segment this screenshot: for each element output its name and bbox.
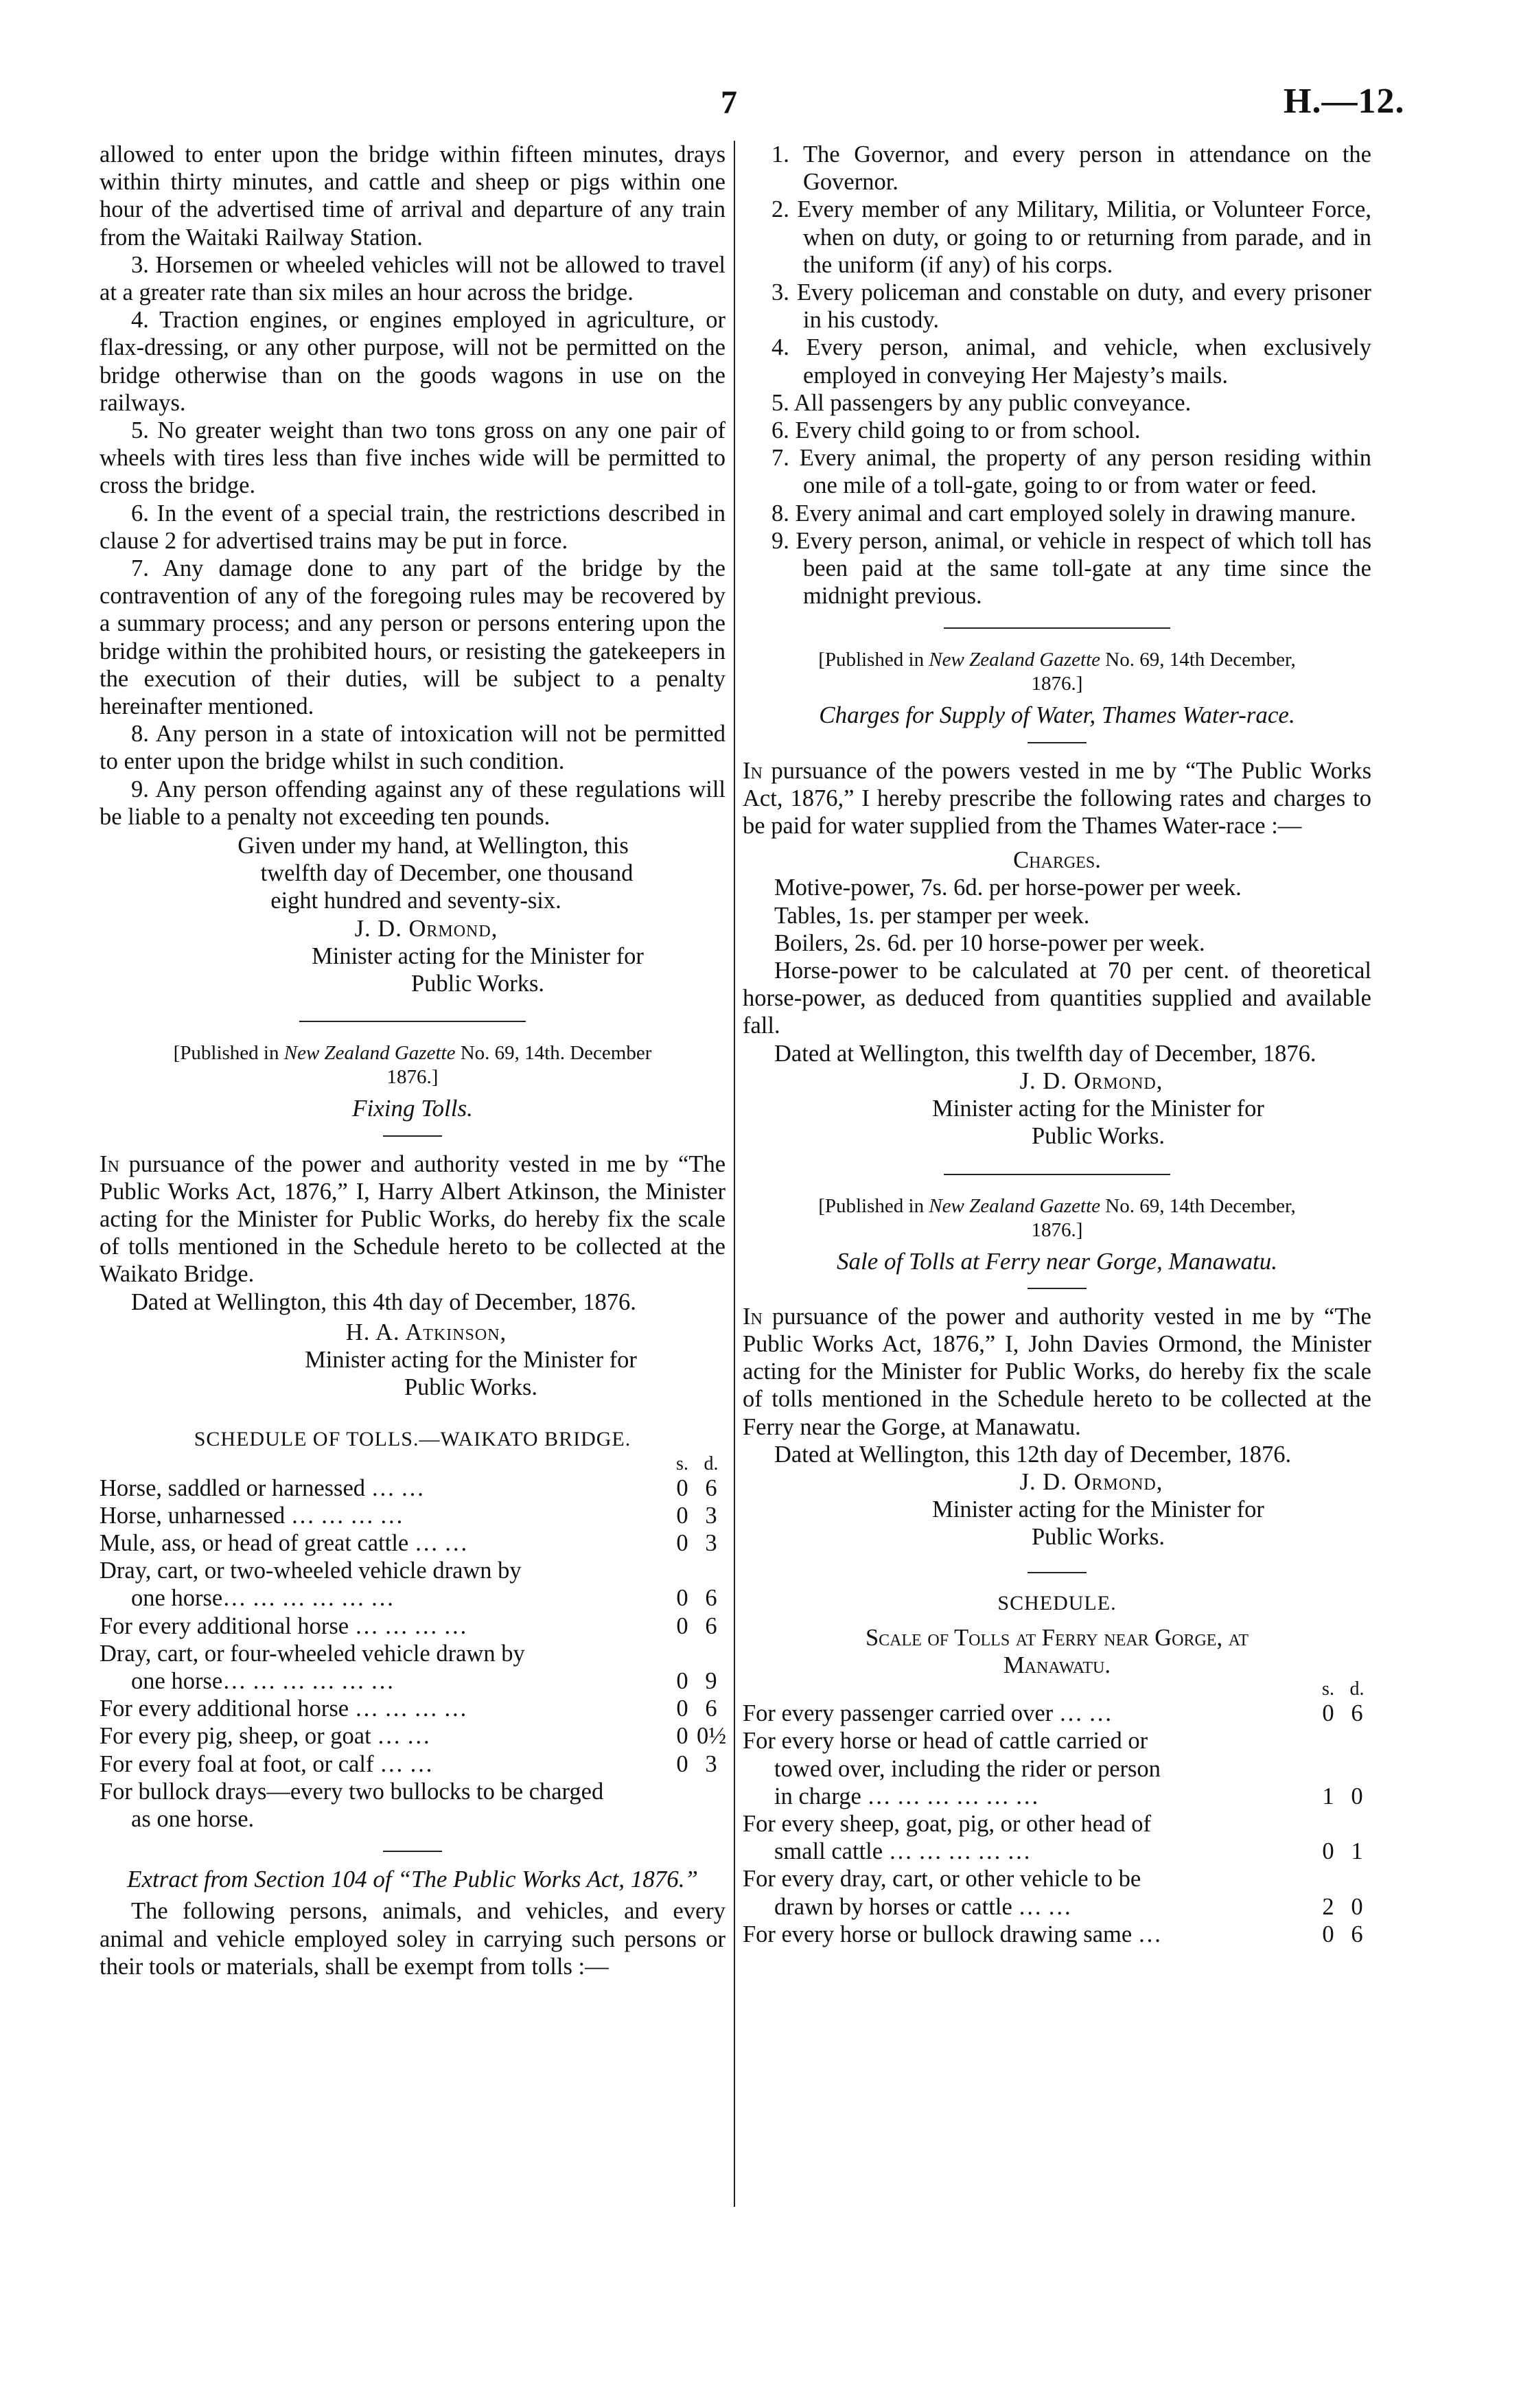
bullock-note: For bullock drays—every two bullocks to be charged <box>100 1778 604 1805</box>
page-reference: H.—12. <box>1284 82 1405 121</box>
charge-tables: Tables, 1s. per stamper per week. <box>774 902 1090 929</box>
extract-body: The following persons, animals, and vehicles, and every animal and vehicle employed soley in carrying such persons or their tools or materials, shall be exempt from tolls :— <box>100 1898 726 1980</box>
right-column <box>743 141 1371 1948</box>
schedule-title-waikato: SCHEDULE OF TOLLS.—WAIKATO BRIDGE. <box>194 1428 631 1451</box>
table-row: For every additional horse … … … … 0 6 <box>100 1612 717 1639</box>
signature-block-4: J. D. Ormond, Minister acting for the Minister for Public Works. <box>743 1468 1371 1551</box>
signature-block-2: H. A. Atkinson, Minister acting for the Minister for Public Works. <box>100 1319 726 1402</box>
charge-motive-power: Motive-power, 7s. 6d. per horse-power per week. <box>774 875 1242 901</box>
table-row: towed over, including the rider or person <box>774 1755 1161 1782</box>
heading-rule <box>383 1135 442 1137</box>
paragraph-continued: allowed to enter upon the bridge within fifteen minutes, drays within thirty minutes, and cattle and sheep or pigs within one hour of the advertised time of arrival and departure of any train from the Waitaki Railway Station. <box>100 141 726 251</box>
section-rule <box>944 627 1170 629</box>
heading-rule <box>1028 742 1087 743</box>
section-rule-short <box>1028 1572 1087 1573</box>
section-rule <box>299 1021 526 1022</box>
table-row: For every pig, sheep, or goat … … 0 0½ <box>100 1723 727 1750</box>
exempt-list <box>743 141 1371 610</box>
table-row: one horse… … … … … … 0 6 <box>131 1585 717 1612</box>
signature-block-3: J. D. Ormond, Minister acting for the Minister for Public Works. <box>743 1067 1371 1150</box>
page-number: 7 <box>721 84 737 121</box>
table-row: drawn by horses or cattle … … 2 0 <box>774 1893 1363 1920</box>
publication-note-3: [Published in New Zealand Gazette No. 69, 14th December, 1876.] <box>818 649 1296 695</box>
signatory-name: H. A. Atkinson, <box>345 1319 507 1345</box>
water-dated: Dated at Wellington, this twelfth day of December, 1876. <box>774 1040 1316 1067</box>
charges-title: Charges. <box>1013 847 1101 874</box>
table-row: For every additional horse … … … … 0 6 <box>100 1695 717 1722</box>
table-row: Dray, cart, or two-wheeled vehicle drawn by <box>100 1558 522 1584</box>
ferry-toll-table <box>743 1700 1371 1948</box>
publication-note-4: [Published in New Zealand Gazette No. 69, 14th December, 1876.] <box>818 1194 1296 1241</box>
water-body: In pursuance of the powers vested in me by “The Public Works Act, 1876,” I hereby prescribe the following rates and charges to be paid for water supplied from the Thames Water-race :— <box>743 757 1372 840</box>
table-row: Horse, unharnessed … … … … 0 3 <box>100 1502 717 1529</box>
publication-note-2: [Published in New Zealand Gazette No. 69, 14th. December 1876.] <box>173 1042 652 1089</box>
table-row: small cattle … … … … … 0 1 <box>774 1838 1363 1865</box>
rule-5: 5. No greater weight than two tons gross on any one pair of wheels with tires less than five inches wide will be permitted to cross the bridge. <box>100 417 726 499</box>
rule-4: 4. Traction engines, or engines employed in agriculture, or flax-dressing, or any other purpose, will not be permitted on the bridge otherwise than on the goods wagons in use on the railways. <box>100 307 726 416</box>
toll-column-headers: s. d. <box>1322 1678 1365 1700</box>
column-divider <box>734 141 735 2207</box>
heading-rule <box>1028 1288 1087 1289</box>
rule-6: 6. In the event of a special train, the restrictions described in clause 2 for advertised trains may be put in force. <box>100 500 726 554</box>
list-item: 6. Every child going to or from school. <box>771 417 1141 444</box>
rule-7: 7. Any damage done to any part of the bridge by the contravention of any of the foregoing rules may be recovered by a summary process; and any person or persons entering upon the bridge within the prohibited hours, or resisting the gatekeepers in the execution of their duties, will be subject to a penalty hereinafter mentioned. <box>100 555 726 720</box>
extract-heading: Extract from Section 104 of “The Public Works Act, 1876.” <box>127 1866 698 1893</box>
fixing-tolls-body: In pursuance of the power and authority vested in me by “The Public Works Act, 1876,” I, Harry Albert Atkinson, the Minister acting for the Minister for Public Works, do hereby fix the scale of tolls mentioned in the Schedule hereto to be collected at the Waikato Bridge. <box>100 1150 726 1288</box>
table-row: For every horse or bullock drawing same … 0 6 <box>743 1921 1363 1947</box>
section-heading-ferry: Sale of Tolls at Ferry near Gorge, Manawatu. <box>837 1247 1277 1275</box>
toll-column-headers: s. d. <box>676 1452 719 1474</box>
sale-body: In pursuance of the power and authority vested in me by “The Public Works Act, 1876,” I, John Davies Ormond, the Minister acting for the Minister for Public Works, do hereby fix the scale of tolls mentioned in the Schedule hereto to be collected at the Ferry near the Gorge, at Manawatu. <box>743 1303 1371 1440</box>
left-column <box>100 141 726 1980</box>
section-heading-water: Charges for Supply of Water, Thames Water-race. <box>819 702 1295 729</box>
fixing-tolls-dated: Dated at Wellington, this 4th day of December, 1876. <box>131 1288 636 1315</box>
charge-horse-power: Horse-power to be calculated at 70 per cent. of theoretical horse-power, as deduced from quantities supplied and available fall. <box>743 958 1371 1039</box>
rule-9: 9. Any person offending against any of these regulations will be liable to a penalty not exceeding ten pounds. <box>100 776 726 830</box>
section-rule <box>944 1174 1170 1175</box>
list-item: 3. Every policeman and constable on duty, and every prisoner in his custody. <box>771 279 1371 334</box>
table-row: in charge … … … … … … 1 0 <box>774 1783 1363 1809</box>
table-row: Dray, cart, or four-wheeled vehicle drawn by <box>100 1640 525 1667</box>
signatory-name: J. D. Ormond, <box>1019 1468 1163 1495</box>
table-row: For every sheep, goat, pig, or other head of <box>743 1810 1151 1837</box>
rule-3: 3. Horsemen or wheeled vehicles will not be allowed to travel at a greater rate than six miles an hour across the bridge. <box>100 251 726 306</box>
table-row: Mule, ass, or head of great cattle … … 0 3 <box>100 1529 717 1556</box>
given-under-hand: Given under my hand, at Wellington, this twelfth day of December, one thousand eight hundred and seventy-six. <box>237 833 634 914</box>
list-item: 5. All passengers by any public conveyance. <box>771 389 1192 416</box>
table-row: For every foal at foot, or calf … … 0 3 <box>100 1750 717 1777</box>
list-item: 9. Every person, animal, or vehicle in respect of which toll has been paid at the same toll-gate at any time since the midnight previous. <box>771 527 1371 610</box>
list-item: 8. Every animal and cart employed solely in drawing manure. <box>771 500 1356 526</box>
list-item: 1. The Governor, and every person in attendance on the Governor. <box>771 141 1371 196</box>
signatory-name: J. D. Ormond, <box>1019 1067 1163 1094</box>
table-row: For every dray, cart, or other vehicle to be <box>743 1866 1141 1892</box>
charge-boilers: Boilers, 2s. 6d. per 10 horse-power per week. <box>774 929 1205 956</box>
schedule-title-ferry: SCHEDULE. <box>997 1591 1117 1614</box>
section-rule-short <box>383 1851 442 1852</box>
bullock-note-cont: as one horse. <box>131 1805 255 1832</box>
table-row: Horse, saddled or harnessed … … 0 6 <box>100 1474 717 1501</box>
waikato-toll-table <box>100 1474 726 1778</box>
list-item: 7. Every animal, the property of any person residing within one mile of a toll-gate, going to or from water or feed. <box>771 445 1371 499</box>
section-heading-fixing-tolls: Fixing Tolls. <box>352 1095 473 1122</box>
signatory-name: J. D. Ormond, <box>354 915 498 942</box>
sale-dated: Dated at Wellington, this 12th day of December, 1876. <box>774 1441 1292 1468</box>
list-item: 4. Every person, animal, and vehicle, when exclusively employed in conveying Her Majesty’s mails. <box>771 334 1371 389</box>
table-row: For every passenger carried over … … 0 6 <box>743 1700 1363 1727</box>
rule-8: 8. Any person in a state of intoxication will not be permitted to enter upon the bridge whilst in such condition. <box>100 721 726 775</box>
table-row: For every horse or head of cattle carried or <box>743 1728 1148 1755</box>
schedule-subtitle-cont: Manawatu. <box>1003 1652 1111 1678</box>
list-item: 2. Every member of any Military, Militia, or Volunteer Force, when on duty, or going to or returning from parade, and in the uniform (if any) of his corps. <box>771 196 1371 278</box>
schedule-subtitle: Scale of Tolls at Ferry near Gorge, at <box>865 1624 1249 1651</box>
table-row: one horse… … … … … … 0 9 <box>131 1667 717 1694</box>
signature-block-1: J. D. Ormond, Minister acting for the Minister for Public Works. <box>100 915 726 998</box>
